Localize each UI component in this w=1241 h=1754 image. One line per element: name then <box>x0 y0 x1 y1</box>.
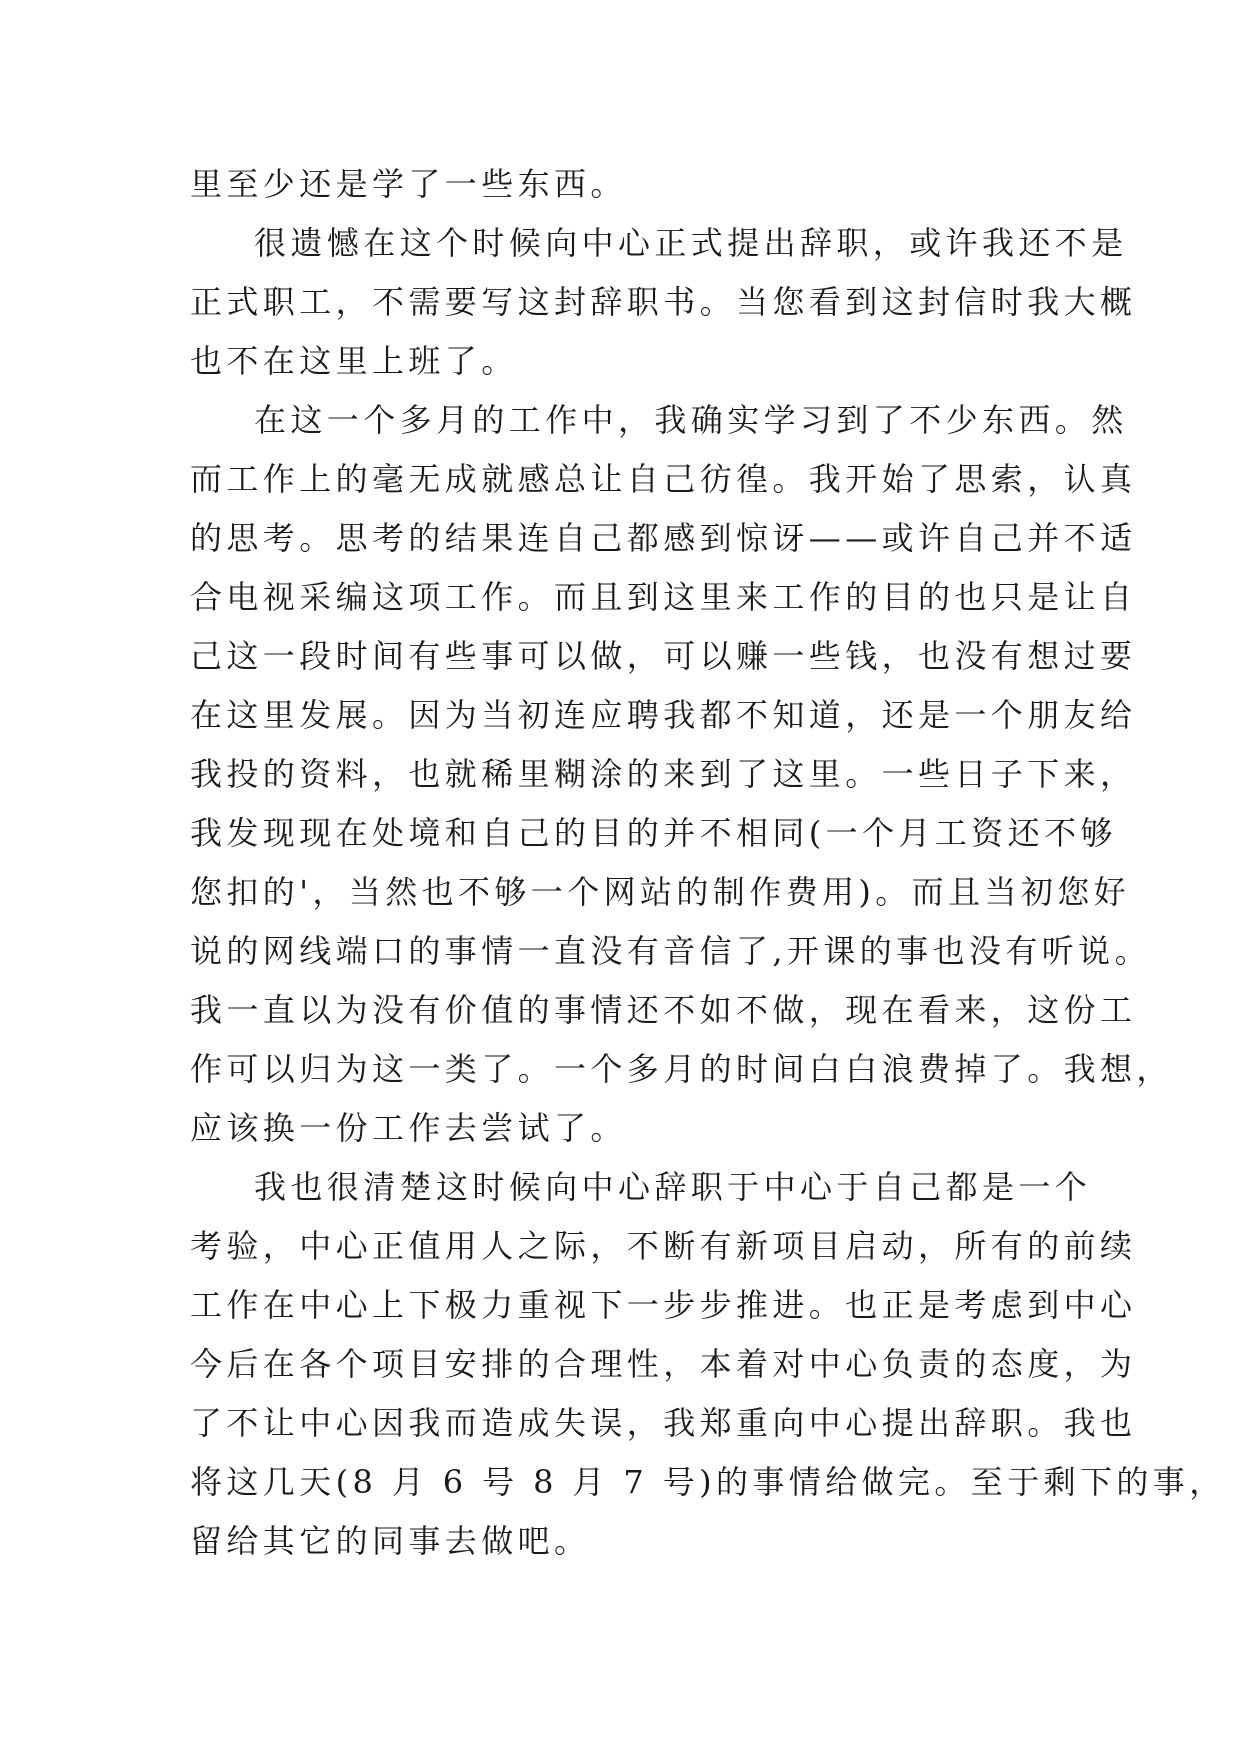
text-line: 将这几天(8 月 6 号 8 月 7 号)的事情给做完。至于剩下的事， <box>190 1463 1226 1501</box>
text-line: 在这里发展。因为当初连应聘我都不知道，还是一个朋友给 <box>190 696 1137 734</box>
text-line: 正式职工，不需要写这封辞职书。当您看到这封信时我大概 <box>190 283 1137 321</box>
text-line: 我一直以为没有价值的事情还不如不做，现在看来，这份工 <box>190 991 1137 1029</box>
text-line: 今后在各个项目安排的合理性，本着对中心负责的态度，为 <box>190 1345 1137 1383</box>
text-line: 考验，中心正值用人之际，不断有新项目启动，所有的前续 <box>190 1227 1137 1265</box>
text-line: 的思考。思考的结果连自己都感到惊讶——或许自己并不适 <box>190 519 1137 557</box>
text-line: 工作在中心上下极力重视下一步步推进。也正是考虑到中心 <box>190 1286 1137 1324</box>
text-line: 己这一段时间有些事可以做，可以赚一些钱，也没有想过要 <box>190 637 1137 675</box>
text-line: 我发现现在处境和自己的目的并不相同(一个月工资还不够 <box>190 814 1117 852</box>
text-line: 说的网线端口的事情一直没有音信了,开课的事也没有听说。 <box>190 932 1151 970</box>
paragraph-start-line: 我也很清楚这时候向中心辞职于中心于自己都是一个 <box>254 1168 1092 1206</box>
text-line: 您扣的'，当然也不够一个网站的制作费用)。而且当初您好 <box>190 873 1131 911</box>
paragraph-start-line: 很遗憾在这个时候向中心正式提出辞职，或许我还不是 <box>254 224 1128 262</box>
text-line: 而工作上的毫无成就感总让自己彷徨。我开始了思索，认真 <box>190 460 1137 498</box>
document-body <box>190 155 1226 1571</box>
text-line: 了不让中心因我而造成失误，我郑重向中心提出辞职。我也 <box>190 1404 1137 1442</box>
text-line: 作可以归为这一类了。一个多月的时间白白浪费掉了。我想， <box>190 1050 1173 1088</box>
text-line: 应该换一份工作去尝试了。 <box>190 1109 627 1147</box>
text-line: 我投的资料，也就稀里糊涂的来到了这里。一些日子下来， <box>190 755 1137 793</box>
text-line: 里至少还是学了一些东西。 <box>190 165 627 203</box>
paragraph-start-line: 在这一个多月的工作中，我确实学习到了不少东西。然 <box>254 401 1128 439</box>
text-line: 合电视采编这项工作。而且到这里来工作的目的也只是让自 <box>190 578 1137 616</box>
text-line: 也不在这里上班了。 <box>190 342 518 380</box>
text-line: 留给其它的同事去做吧。 <box>190 1522 591 1560</box>
